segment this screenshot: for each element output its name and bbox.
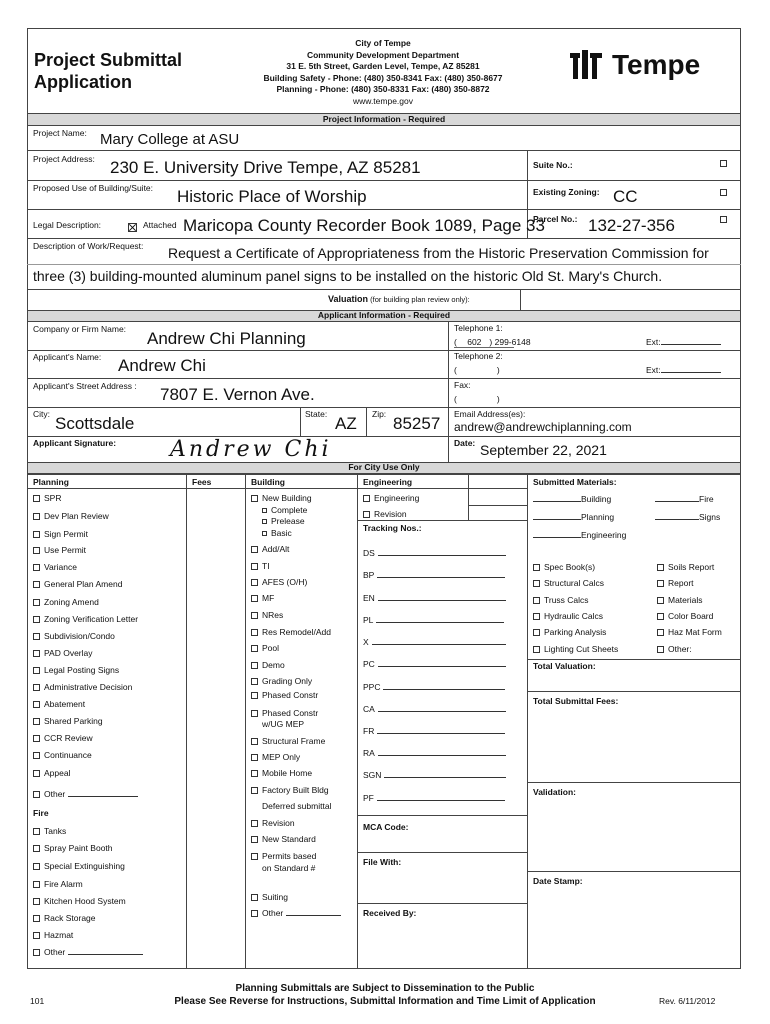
tracking-number-field xyxy=(363,793,505,803)
building-option[interactable] xyxy=(262,505,307,515)
planning-option[interactable] xyxy=(33,789,138,799)
option-label: Other xyxy=(44,789,66,799)
suite-label: Suite No.: xyxy=(533,160,573,170)
checkbox[interactable] xyxy=(33,949,40,956)
option-label: Zoning Verification Letter xyxy=(44,614,139,624)
engineering-header: Engineering xyxy=(363,477,413,487)
option-label: EN xyxy=(363,593,375,603)
checkbox[interactable] xyxy=(33,898,40,905)
building-option[interactable] xyxy=(251,643,279,653)
material-option[interactable] xyxy=(533,578,604,588)
checkbox[interactable] xyxy=(533,564,540,571)
checkbox[interactable] xyxy=(251,678,258,685)
applicant-name-field[interactable]: Andrew Chi xyxy=(118,356,206,375)
option-label: AFES (O/H) xyxy=(262,577,308,587)
option-label: Other xyxy=(262,908,284,918)
existing-zoning-label: Existing Zoning: xyxy=(533,187,600,197)
option-label: New Standard xyxy=(262,834,316,844)
fire-option[interactable] xyxy=(33,947,143,957)
checkbox[interactable] xyxy=(533,629,540,636)
checkbox[interactable] xyxy=(33,932,40,939)
building-option[interactable] xyxy=(251,752,300,762)
checkbox[interactable] xyxy=(251,836,258,843)
building-option xyxy=(262,801,331,811)
checkbox[interactable] xyxy=(33,828,40,835)
checkbox[interactable] xyxy=(262,531,267,536)
checkbox[interactable] xyxy=(251,546,258,553)
building-option[interactable] xyxy=(251,785,329,795)
mca-code-label: MCA Code: xyxy=(363,822,409,832)
planning-option[interactable] xyxy=(33,614,138,624)
checkbox[interactable] xyxy=(33,495,40,502)
option-label: Structural Frame xyxy=(262,736,326,746)
checkbox[interactable] xyxy=(533,646,540,653)
validation-label: Validation: xyxy=(533,787,576,797)
building-option[interactable] xyxy=(251,736,325,746)
parcel-label: Parcel No.: xyxy=(533,214,578,224)
checkbox[interactable] xyxy=(33,735,40,742)
city-label: City: xyxy=(33,409,50,419)
option-label: Soils Report xyxy=(668,562,715,572)
checkbox[interactable] xyxy=(33,701,40,708)
option-label: SPR xyxy=(44,493,62,503)
planning-option[interactable] xyxy=(33,545,86,555)
company-label: Company or Firm Name: xyxy=(33,324,127,334)
building-option[interactable] xyxy=(251,690,318,700)
building-option[interactable] xyxy=(251,493,312,503)
checkbox[interactable] xyxy=(33,667,40,674)
telephone-2-label: Telephone 2: xyxy=(454,351,503,361)
street-address-label: Applicant's Street Address : xyxy=(33,381,137,391)
company-field[interactable]: Andrew Chi Planning xyxy=(147,329,306,348)
option-label: Color Board xyxy=(668,611,714,621)
checkbox[interactable] xyxy=(251,894,258,901)
material-option[interactable] xyxy=(657,595,702,605)
proposed-use-label: Proposed Use of Building/Suite: xyxy=(33,183,154,193)
material-option[interactable] xyxy=(533,627,606,637)
planning-option[interactable] xyxy=(33,682,132,692)
planning-option[interactable] xyxy=(33,768,70,778)
option-label: NRes xyxy=(262,610,284,620)
option-label: Phased Constr xyxy=(262,690,319,700)
option-label: Revision xyxy=(262,818,295,828)
option-label: Hydraulic Calcs xyxy=(544,611,604,621)
attached-checkbox[interactable] xyxy=(128,223,137,232)
option-label: Report xyxy=(668,578,694,588)
option-label: Res Remodel/Add xyxy=(262,627,331,637)
revision-date: Rev. 6/11/2012 xyxy=(659,996,716,1006)
email-label: Email Address(es): xyxy=(454,409,526,419)
fire-header: Fire xyxy=(33,808,49,818)
date-label: Date: xyxy=(454,438,476,448)
state-label: State: xyxy=(305,409,328,419)
option-label: Hazmat xyxy=(44,930,74,940)
project-name-label: Project Name: xyxy=(33,128,87,138)
zip-label: Zip: xyxy=(372,409,387,419)
checkbox[interactable] xyxy=(33,513,40,520)
checkbox[interactable] xyxy=(251,662,258,669)
option-label: Parking Analysis xyxy=(544,627,607,637)
building-option[interactable] xyxy=(251,676,312,686)
email-field[interactable]: andrew@andrewchiplanning.com xyxy=(454,420,632,434)
option-label: PL xyxy=(363,615,374,625)
option-label: Materials xyxy=(668,595,703,605)
form-title: Project Submittal Application xyxy=(34,50,183,92)
project-name-field[interactable]: Mary College at ASU xyxy=(100,131,240,148)
checkbox[interactable] xyxy=(533,580,540,587)
option-label: Suiting xyxy=(262,892,288,902)
checkbox[interactable] xyxy=(251,692,258,699)
option-label: New Building xyxy=(262,493,312,503)
checkbox[interactable] xyxy=(251,710,258,717)
planning-option[interactable] xyxy=(33,562,77,572)
option-label: w/UG MEP xyxy=(262,719,305,729)
tracking-number-field xyxy=(363,682,505,692)
material-option[interactable] xyxy=(657,578,694,588)
street-address-field[interactable]: 7807 E. Vernon Ave. xyxy=(160,385,315,404)
applicant-signature[interactable]: Andrew Chi xyxy=(170,437,332,462)
option-label: Administrative Decision xyxy=(44,682,133,692)
sub-signs[interactable]: Signs xyxy=(655,512,720,522)
checkbox[interactable] xyxy=(251,853,258,860)
zoning-checkbox[interactable] xyxy=(720,189,727,196)
option-label: PC xyxy=(363,659,375,669)
checkbox[interactable] xyxy=(251,770,258,777)
planning-option[interactable] xyxy=(33,648,93,658)
fire-option[interactable] xyxy=(33,826,66,836)
checkbox[interactable] xyxy=(251,629,258,636)
option-label: MEP Only xyxy=(262,752,301,762)
material-option[interactable] xyxy=(533,562,595,572)
material-option[interactable] xyxy=(657,562,714,572)
option-label: Spec Book(s) xyxy=(544,562,596,572)
fees-header: Fees xyxy=(192,477,212,487)
tracking-number-field xyxy=(363,615,504,625)
option-label: Variance xyxy=(44,562,77,572)
planning-option[interactable] xyxy=(33,493,61,503)
material-option[interactable] xyxy=(533,595,589,605)
project-address-field[interactable]: 230 E. University Drive Tempe, AZ 85281 xyxy=(110,158,421,177)
option-label: Demo xyxy=(262,660,285,670)
option-label: Use Permit xyxy=(44,545,87,555)
fire-option[interactable] xyxy=(33,843,113,853)
department-info: City of Tempe Community Development Department 31 E. 5th Street, Garden Level, Tempe, AZ 85281 Building Safety - Phone: (480) 350-8341 Fax: (480) 350-8677 Planning - Phone: (480) 350-8331 Fax: (480) 350-8872 www.tempe.gov xyxy=(263,38,503,106)
telephone-1-field[interactable]: ( 602 ) 299-6148 Ext: xyxy=(454,337,734,347)
suite-checkbox[interactable] xyxy=(720,160,727,167)
form-header xyxy=(27,28,741,113)
total-valuation-label: Total Valuation: xyxy=(533,661,596,671)
planning-option[interactable] xyxy=(33,699,85,709)
tracking-number-field xyxy=(363,770,506,780)
option-label: Grading Only xyxy=(262,676,313,686)
tracking-header: Tracking Nos.: xyxy=(363,523,422,533)
checkbox[interactable] xyxy=(33,791,40,798)
option-label: Deferred submittal xyxy=(262,801,332,811)
fire-option[interactable] xyxy=(33,879,83,889)
checkbox[interactable] xyxy=(33,718,40,725)
checkbox[interactable] xyxy=(33,863,40,870)
option-label: Haz Mat Form xyxy=(668,627,722,637)
tracking-number-field xyxy=(363,748,506,758)
option-label: Complete xyxy=(271,505,308,515)
checkbox[interactable] xyxy=(251,910,258,917)
checkbox[interactable] xyxy=(33,633,40,640)
option-label: Rack Storage xyxy=(44,913,96,923)
option-label: PF xyxy=(363,793,374,803)
sub-planning[interactable]: Planning xyxy=(533,512,614,522)
option-label: Lighting Cut Sheets xyxy=(544,644,619,654)
building-option[interactable] xyxy=(251,851,316,861)
building-option xyxy=(262,719,304,729)
fire-option[interactable] xyxy=(33,896,126,906)
planning-option[interactable] xyxy=(33,750,92,760)
material-option[interactable] xyxy=(657,644,692,654)
footer-notice: Planning Submittals are Subject to Dissemination to the Public Please See Reverse for Instructions, Submittal Information and Time Limit of Application xyxy=(174,983,596,1007)
option-label: X xyxy=(363,637,369,647)
checkbox[interactable] xyxy=(33,599,40,606)
sub-building[interactable]: Building xyxy=(533,494,611,504)
checkbox[interactable] xyxy=(251,738,258,745)
received-by-label: Received By: xyxy=(363,908,417,918)
checkbox[interactable] xyxy=(33,581,40,588)
planning-option[interactable] xyxy=(33,733,93,743)
tracking-number-field xyxy=(363,659,506,669)
checkbox[interactable] xyxy=(33,650,40,657)
date-field[interactable]: September 22, 2021 xyxy=(480,442,607,458)
option-label: TI xyxy=(262,561,270,571)
checkbox[interactable] xyxy=(533,613,540,620)
date-stamp-label: Date Stamp: xyxy=(533,876,583,886)
building-option[interactable] xyxy=(251,577,307,587)
checkbox[interactable] xyxy=(33,684,40,691)
option-label: Special Extinguishing xyxy=(44,861,125,871)
checkbox[interactable] xyxy=(262,519,267,524)
legal-description-field[interactable]: Maricopa County Recorder Book 1089, Page 33 xyxy=(183,216,545,235)
option-label: Subdivision/Condo xyxy=(44,631,115,641)
tracking-number-field xyxy=(363,637,506,647)
file-with-label: File With: xyxy=(363,857,402,867)
option-label: Continuance xyxy=(44,750,92,760)
option-label: CCR Review xyxy=(44,733,93,743)
tracking-number-field xyxy=(363,548,506,558)
eng-revision-option[interactable]: Revision xyxy=(363,509,407,519)
option-label: PPC xyxy=(363,682,381,692)
checkbox[interactable] xyxy=(657,613,664,620)
option-label: Shared Parking xyxy=(44,716,103,726)
applicant-name-label: Applicant's Name: xyxy=(33,352,102,362)
checkbox[interactable] xyxy=(657,580,664,587)
option-label: Permits based xyxy=(262,851,317,861)
option-label: Factory Built Bldg xyxy=(262,785,329,795)
checkbox[interactable] xyxy=(251,787,258,794)
checkbox[interactable] xyxy=(33,616,40,623)
building-option[interactable] xyxy=(262,516,305,526)
option-label: Phased Constr xyxy=(262,708,319,718)
attached-label: Attached xyxy=(143,220,177,230)
building-option[interactable] xyxy=(251,610,283,620)
option-label: Pool xyxy=(262,643,280,653)
option-label: DS xyxy=(363,548,375,558)
planning-option[interactable] xyxy=(33,716,103,726)
building-option[interactable] xyxy=(251,834,316,844)
building-header: Building xyxy=(251,477,285,487)
checkbox[interactable] xyxy=(251,579,258,586)
option-label: FR xyxy=(363,726,375,736)
checkbox[interactable] xyxy=(657,597,664,604)
option-label: Truss Calcs xyxy=(544,595,589,605)
tracking-number-field xyxy=(363,570,505,580)
option-label: PAD Overlay xyxy=(44,648,93,658)
total-fees-label: Total Submittal Fees: xyxy=(533,696,619,706)
option-label: Fire Alarm xyxy=(44,879,83,889)
material-option[interactable] xyxy=(657,611,713,621)
planning-option[interactable] xyxy=(33,579,122,589)
building-option[interactable] xyxy=(251,544,289,554)
building-option xyxy=(262,863,315,873)
form-number: 101 xyxy=(30,996,45,1006)
parcel-checkbox[interactable] xyxy=(720,216,727,223)
option-label: Basic xyxy=(271,528,292,538)
checkbox[interactable] xyxy=(33,770,40,777)
legal-description-label: Legal Description: xyxy=(33,220,102,230)
checkbox[interactable] xyxy=(657,564,664,571)
building-option[interactable] xyxy=(251,660,285,670)
checkbox[interactable] xyxy=(33,845,40,852)
checkbox[interactable] xyxy=(251,495,258,502)
option-label: Spray Paint Booth xyxy=(44,843,113,853)
option-label: Other xyxy=(44,947,66,957)
sub-fire[interactable]: Fire xyxy=(655,494,714,504)
checkbox[interactable] xyxy=(251,563,258,570)
checkbox[interactable] xyxy=(33,547,40,554)
planning-option[interactable] xyxy=(33,511,109,521)
checkbox[interactable] xyxy=(657,629,664,636)
option-label: Kitchen Hood System xyxy=(44,896,126,906)
option-label: BP xyxy=(363,570,375,580)
checkbox[interactable] xyxy=(33,915,40,922)
building-option[interactable] xyxy=(251,892,288,902)
planning-option[interactable] xyxy=(33,631,115,641)
building-option[interactable] xyxy=(251,908,341,918)
valuation-label: Valuation (for building plan review only): xyxy=(328,294,470,304)
option-label: Zoning Amend xyxy=(44,597,99,607)
planning-header: Planning xyxy=(33,477,69,487)
option-label: on Standard # xyxy=(262,863,316,873)
state-field[interactable]: AZ xyxy=(335,414,357,433)
planning-option[interactable] xyxy=(33,665,119,675)
tracking-number-field xyxy=(363,593,506,603)
material-option[interactable] xyxy=(657,627,722,637)
option-label: Dev Plan Review xyxy=(44,511,109,521)
building-option[interactable] xyxy=(251,818,295,828)
eng-engineering-option[interactable]: Engineering xyxy=(363,493,419,503)
option-label: SGN xyxy=(363,770,382,780)
description-label: Description of Work/Request: xyxy=(33,241,144,251)
checkbox[interactable] xyxy=(533,597,540,604)
checkbox[interactable] xyxy=(33,531,40,538)
building-option[interactable] xyxy=(251,627,331,637)
signature-label: Applicant Signature: xyxy=(33,438,117,448)
material-option[interactable] xyxy=(533,644,618,654)
city-field[interactable]: Scottsdale xyxy=(55,414,135,433)
building-option[interactable] xyxy=(262,528,292,538)
option-label: Appeal xyxy=(44,768,71,778)
description-line-2[interactable]: three (3) building-mounted aluminum panel signs to be installed on the historic Old St. Mary's Church. xyxy=(33,268,663,284)
checkbox[interactable] xyxy=(262,508,267,513)
existing-zoning-field[interactable]: CC xyxy=(613,187,638,206)
zip-field[interactable]: 85257 xyxy=(393,414,441,433)
option-label: RA xyxy=(363,748,375,758)
fire-option[interactable] xyxy=(33,913,96,923)
checkbox[interactable] xyxy=(33,752,40,759)
checkbox[interactable] xyxy=(251,612,258,619)
tracking-number-field xyxy=(363,704,506,714)
city-use-title: For City Use Only xyxy=(348,462,420,472)
fax-label: Fax: xyxy=(454,380,471,390)
applicant-section-title: Applicant Information - Required xyxy=(317,310,451,320)
telephone-2-field[interactable]: ( ) Ext: xyxy=(454,365,734,375)
fire-option[interactable] xyxy=(33,861,125,871)
building-option[interactable] xyxy=(251,708,318,718)
material-option[interactable] xyxy=(533,611,603,621)
checkbox[interactable] xyxy=(251,645,258,652)
option-label: MF xyxy=(262,593,275,603)
logo-wordmark: Tempe xyxy=(612,49,701,80)
checkbox[interactable] xyxy=(251,820,258,827)
option-label: CA xyxy=(363,704,375,714)
fax-field[interactable]: ( ) xyxy=(454,394,500,404)
telephone-1-label: Telephone 1: xyxy=(454,323,503,333)
planning-option[interactable] xyxy=(33,529,88,539)
checkbox[interactable] xyxy=(251,754,258,761)
tracking-number-field xyxy=(363,726,505,736)
sub-engineering[interactable]: Engineering xyxy=(533,530,626,540)
option-label: Legal Posting Signs xyxy=(44,665,120,675)
tempe-logo xyxy=(568,47,728,87)
checkbox[interactable] xyxy=(657,646,664,653)
project-section-title: Project Information - Required xyxy=(322,114,446,124)
option-label: Mobile Home xyxy=(262,768,313,778)
fire-option[interactable] xyxy=(33,930,73,940)
option-label: Prelease xyxy=(271,516,305,526)
proposed-use-field[interactable]: Historic Place of Worship xyxy=(177,187,367,206)
building-option[interactable] xyxy=(251,768,312,778)
option-label: Abatement xyxy=(44,699,86,709)
project-address-label: Project Address: xyxy=(33,154,95,164)
description-line-1[interactable]: Request a Certificate of Appropriateness from the Historic Preservation Commission for xyxy=(168,245,709,261)
checkbox[interactable] xyxy=(251,595,258,602)
building-option[interactable] xyxy=(251,561,270,571)
option-label: Other: xyxy=(668,644,692,654)
option-label: Structural Calcs xyxy=(544,578,604,588)
building-option[interactable] xyxy=(251,593,274,603)
submitted-materials-header: Submitted Materials: xyxy=(533,477,617,487)
option-label: Add/Alt xyxy=(262,544,290,554)
checkbox[interactable] xyxy=(33,564,40,571)
option-label: General Plan Amend xyxy=(44,579,123,589)
option-label: Tanks xyxy=(44,826,67,836)
parcel-field[interactable]: 132-27-356 xyxy=(588,216,675,235)
planning-option[interactable] xyxy=(33,597,99,607)
checkbox[interactable] xyxy=(33,881,40,888)
tempe-logo-icon xyxy=(568,47,608,83)
option-label: Sign Permit xyxy=(44,529,88,539)
